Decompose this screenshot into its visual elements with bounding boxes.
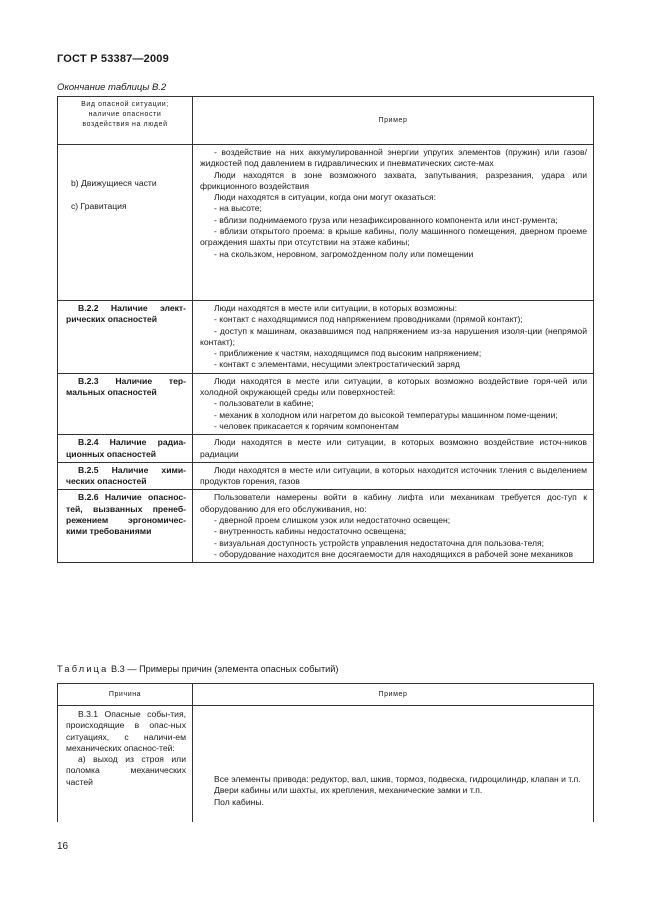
table-row [58, 462, 594, 490]
row-example: - воздействие на них аккумулированной энергии упругих элементов (пружин) или газов/жидкостей под давлением в гидравлических и пневматических систе-мах Люди находятся в зоне возможного захвата, запутывания, разрезания, удара или фрикционного воздействия Люди находятся в ситуации, когда они могут оказаться: - на высоте; - вблизи поднимаемого груза или незафиксированного компонента или инст-румента; - вблизи открытого проема: в крыше кабины, полу машинного помещения, дверном проеме ограждения шахты при отсутствии на этаже кабины; - на скользком, неровном, загромożденном полу или помещении [193, 145, 594, 301]
table-b3-col1-header: Причина [58, 684, 193, 706]
table-b2-header-row [58, 97, 594, 145]
table-row [58, 145, 594, 301]
table-b2-col1-header: Вид опасной ситуации; наличие опасности воздействия на людей [58, 97, 193, 145]
row-example: Все элементы привода: редуктор, вал, шкив, тормоз, подвеска, гидроцилиндр, клапан и т.п. Двери кабины или шахты, их крепления, механические замки и т.п. Пол кабины. [193, 706, 594, 823]
table-row [58, 706, 594, 823]
table-b2-caption: Окончание таблицы В.2 [57, 82, 167, 93]
table-b3 [57, 683, 594, 822]
table-row [58, 373, 594, 434]
category-moving-parts: b) Движущиеся части [71, 178, 157, 188]
document-code: ГОСТ Р 53387—2009 [57, 53, 169, 65]
table-b2-col2-header: Пример [193, 97, 594, 145]
row-cause: В.3.1 Опасные собы-тия, происходящие в опас-ных ситуациях, с наличи-ем механических опаснос-тей: а) выход из строя или поломка механических частей [58, 706, 193, 823]
table-b3-header-row [58, 684, 594, 706]
row-category: В.2.5 Наличие хими-ческих опасностей [58, 462, 193, 490]
row-category [58, 145, 193, 301]
table-b2 [57, 96, 594, 563]
row-example: Люди находятся в месте или ситуации, в которых возможно воздействие горя-чей или холодной окружающей среды или поверхностей: - пользователи в кабине; - механик в холодном или нагретом до высокой температуры машинном поме-щении; - человек прикасается к горячим компонентам [193, 373, 594, 434]
row-category: В.2.6 Наличие опаснос-тей, вызванных пренеб-режением эргономичес-кими требованиями [58, 490, 193, 563]
table-b3-caption: Таблица В.3 — Примеры причин (элемента опасных событий) [57, 664, 339, 674]
row-example: Люди находятся в месте или ситуации, в которых возможны: - контакт с находящимися под напряжением проводниками (прямой контакт); - доступ к машинам, оказавшимся под напряжением из-за нарушения изоля-ции (непрямой контакт); - приближение к частям, находящимся под высоким напряжением; - контакт с элементами, несущими электростатический заряд [193, 301, 594, 374]
table-row [58, 490, 594, 563]
row-category: В.2.2 Наличие элект-рических опасностей [58, 301, 193, 374]
table-b3-col2-header: Пример [193, 684, 594, 706]
row-example: Пользователи намерены войти в кабину лифта или механикам требуется дос-туп к оборудованию для его обслуживания, но: - дверной проем слишком узок или недостаточно освещен; - внутренность кабины недостаточно освещена; - визуальная доступность устройств управления недостаточна для пользова-теля; - оборудование находится вне досягаемости для находящихся в рабочей зоне механиков [193, 490, 594, 563]
table-row [58, 435, 594, 463]
table-row [58, 301, 594, 374]
row-example: Люди находятся в месте или ситуации, в которых находится источник тления с выделением продуктов горения, газов [193, 462, 594, 490]
page-number: 16 [57, 841, 69, 852]
row-category: В.2.4 Наличие радиа-ционных опасностей [58, 435, 193, 463]
row-category: В.2.3 Наличие тер-мальных опасностей [58, 373, 193, 434]
row-example: Люди находятся в месте или ситуации, в которых возможно воздействие источ-ников радиации [193, 435, 594, 463]
category-gravity: c) Гравитация [71, 201, 127, 211]
